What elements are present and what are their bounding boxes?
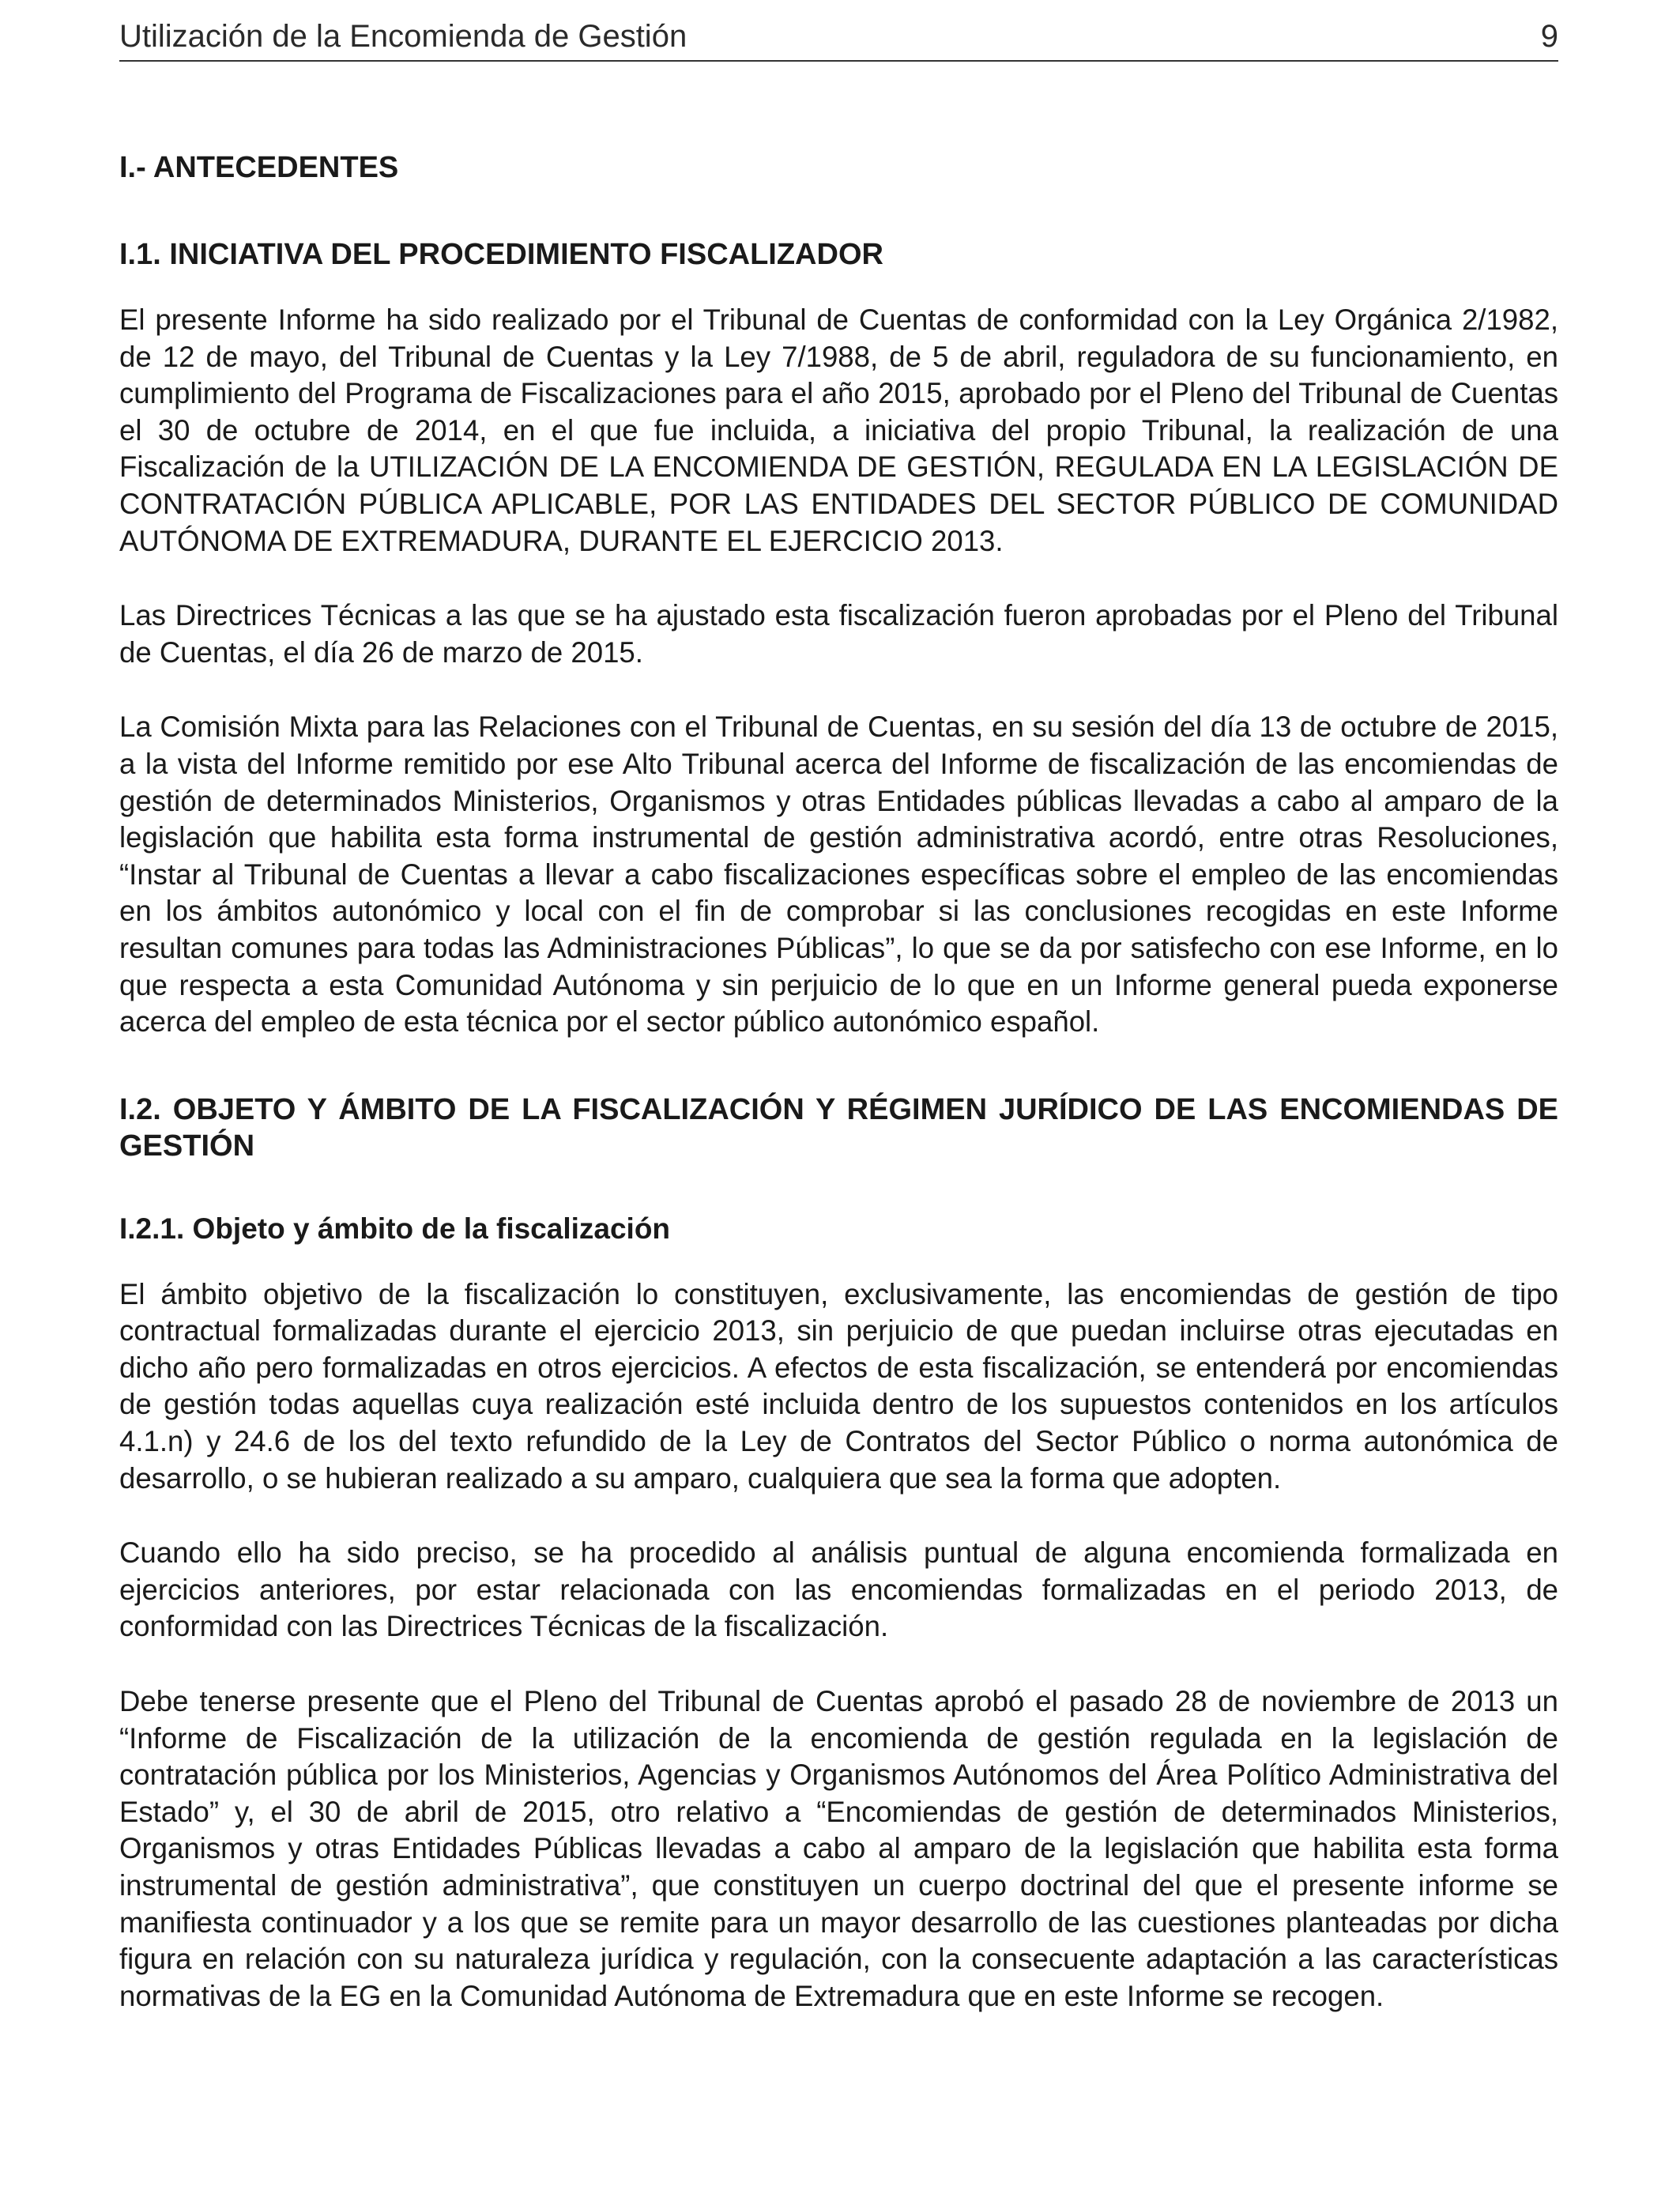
running-header: [119, 14, 1558, 62]
paragraph: El presente Informe ha sido realizado por el Tribunal de Cuentas de conformidad con la Ley Orgánica 2/1982, de 12 de mayo, del Tribunal de Cuentas y la Ley 7/1988, de 5 de abril, reguladora de su funcionamiento, en cumplimiento del Programa de Fiscalizaciones para el año 2015, aprobado por el Pleno del Tribunal de Cuentas el 30 de octubre de 2014, en el que fue incluida, a iniciativa del propio Tribunal, la realización de una Fiscalización de la UTILIZACIÓN DE LA ENCOMIENDA DE GESTIÓN, REGULADA EN LA LEGISLACIÓN DE CONTRATACIÓN PÚBLICA APLICABLE, POR LAS ENTIDADES DEL SECTOR PÚBLICO DE COMUNIDAD AUTÓNOMA DE EXTREMADURA, DURANTE EL EJERCICIO 2013.: [119, 303, 1558, 557]
header-title: Utilización de la Encomienda de Gestión: [119, 19, 687, 54]
page-number: 9: [1540, 19, 1558, 54]
subsection-heading-1-1: I.1. INICIATIVA DEL PROCEDIMIENTO FISCALIZADOR: [119, 238, 883, 271]
paragraph: Cuando ello ha sido preciso, se ha procedido al análisis puntual de alguna encomienda formalizada en ejercicios anteriores, por estar relacionada con las encomiendas formalizadas en el periodo 2013, de conformidad con las Directrices Técnicas de la fiscalización.: [119, 1536, 1558, 1643]
document-body: [119, 149, 1558, 2053]
subsubsection-heading-1-2-1: I.2.1. Objeto y ámbito de la fiscalización: [119, 1212, 671, 1245]
paragraph: El ámbito objetivo de la fiscalización lo constituyen, exclusivamente, las encomiendas de gestión de tipo contractual formalizadas durante el ejercicio 2013, sin perjuicio de que puedan incluirse otras ejecutadas en dicho año pero formalizadas en otros ejercicios. A efectos de esta fiscalización, se entenderá por encomiendas de gestión todas aquellas cuya realización esté incluida dentro de los supuestos contenidos en los artículos 4.1.n) y 24.6 de los del texto refundido de la Ley de Contratos del Sector Público o norma autonómica de desarrollo, o se hubieran realizado a su amparo, cualquiera que sea la forma que adopten.: [119, 1277, 1558, 1495]
subsection-heading-1-2: I.2. OBJETO Y ÁMBITO DE LA FISCALIZACIÓN Y RÉGIMEN JURÍDICO DE LAS ENCOMIENDAS DE GESTIÓN: [119, 1092, 1558, 1163]
section-heading: I.- ANTECEDENTES: [119, 151, 399, 184]
paragraph: Las Directrices Técnicas a las que se ha ajustado esta fiscalización fueron aprobadas por el Pleno del Tribunal de Cuentas, el día 26 de marzo de 2015.: [119, 599, 1558, 669]
paragraph: La Comisión Mixta para las Relaciones con el Tribunal de Cuentas, en su sesión del día 13 de octubre de 2015, a la vista del Informe remitido por ese Alto Tribunal acerca del Informe de fiscalización de las encomiendas de gestión de determinados Ministerios, Organismos y otras Entidades públicas llevadas a cabo al amparo de la legislación que habilita esta forma instrumental de gestión administrativa acordó, entre otras Resoluciones, “Instar al Tribunal de Cuentas a llevar a cabo fiscalizaciones específicas sobre el empleo de las encomiendas en los ámbitos autonómico y local con el fin de comprobar si las conclusiones recogidas en este Informe resultan comunes para todas las Administraciones Públicas”, lo que se da por satisfecho con ese Informe, en lo que respecta a esta Comunidad Autónoma y sin perjuicio de lo que en un Informe general pueda exponerse acerca del empleo de esta técnica por el sector público autonómico español.: [119, 711, 1558, 1039]
paragraph: Debe tenerse presente que el Pleno del Tribunal de Cuentas aprobó el pasado 28 de noviembre de 2013 un “Informe de Fiscalización de la utilización de la encomienda de gestión regulada en la legislación de contratación pública por los Ministerios, Agencias y Organismos Autónomos del Área Político Administrativa del Estado” y, el 30 de abril de 2015, otro relativo a “Encomiendas de gestión de determinados Ministerios, Organismos y otras Entidades Públicas llevadas a cabo al amparo de la legislación que habilita esta forma instrumental de gestión administrativa”, que constituyen un cuerpo doctrinal del que el presente informe se manifiesta continuador y a los que se remite para un mayor desarrollo de las cuestiones planteadas por dicha figura en relación con su naturaleza jurídica y regulación, con la consecuente adaptación a las características normativas de la EG en la Comunidad Autónoma de Extremadura que en este Informe se recogen.: [119, 1685, 1558, 2012]
